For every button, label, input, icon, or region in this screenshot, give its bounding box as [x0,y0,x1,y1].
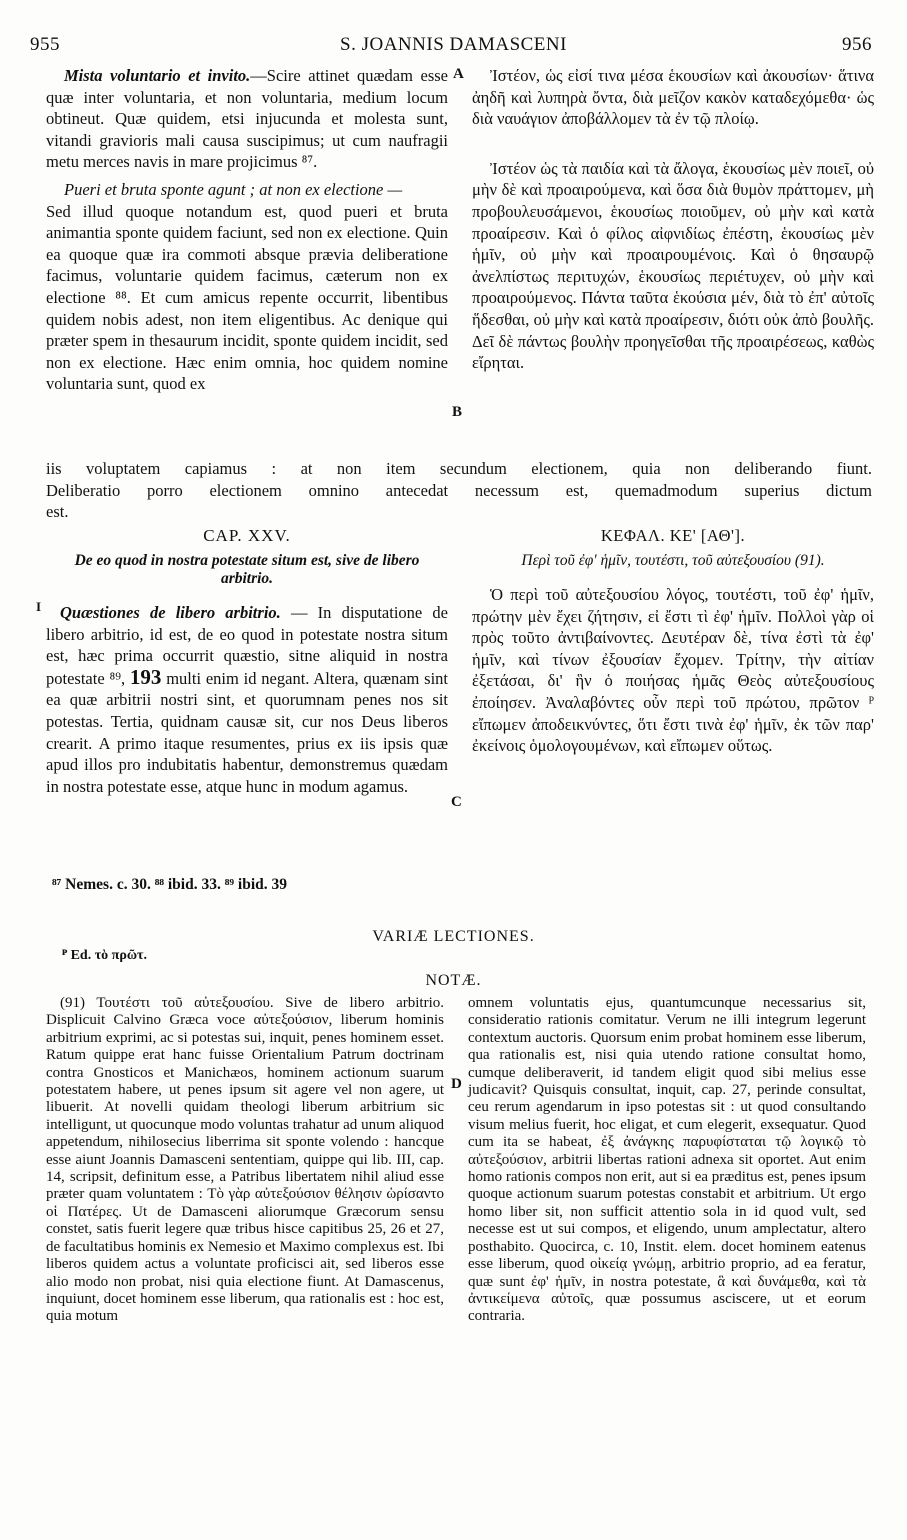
full-width-line-3: est. [46,502,69,522]
page-number-left: 955 [30,34,60,55]
latin-column-top [46,65,448,395]
notae-left-text: (91) Τουτέστι τοῦ αὐτεξουσίου. Sive de libero arbitrio. Displicuit Calvino Græca voce αὐτεξούσιον, liberum hominis arbitrium exprimi, ac si potestas sui, inquit, penes hominem esset. Ratum quippe erat hanc fuisse Orientalium Patrum doctrinam contra Gnosticos et Manichæos, hominem actionum suarum potestatem habere, ut penes ipsum sit agere vel non agere, ut libuerit. At novelli quidam theologi liberum arbitrium sic intelligunt, ut quocunque modo voluntas trahatur ad unum aliquod appetendum, nihilosecius liberrima sit sponte volendo : hancque esse aiunt Joannis Damasceni sententiam, quippe qui lib. III, cap. 14, scripsit, definitum esse, a Patribus libertatem nihil aliud esse præter quam voluntatem : Τὸ γὰρ αὐτεξούσιον θέλησιν ὡρίσαντο οἱ Πατέρες. Ut de Damasceni aliorumque Græcorum sensu constet, satis fuerit legere quæ tribus hisce capitibus 25, 26 et 27, de facultatibus hominis ex Nemesio et Maximo complexus est. Ibi liberos quidem actus a voluntate proficisci ait, sed liberos esse alio modo non probat, nisi quia electione fiunt. At Damascenus, inquiunt, docet hominem esse liberum, qua rationalis est : hoc est, quia motum [46,995,444,1325]
paragraph-marker: I [36,599,42,614]
running-title: S. JOANNIS DAMASCENI [340,34,567,55]
latin-chapter-text-b: multi enim id negant. Altera, quænam sint ea quæ arbitrii nostri sint, et quorumnam penes nos sit potestas. Tertia, quidnam causæ sit, cur nos Deus liberos crearit. A primo itaque resumentes, prius ex iis ipsis quæ apud illos pro indubitatis habentur, demonstremus quædam in nostra potestate esse, atque hunc in modum agamus. [46,668,449,796]
margin-letter-a: A [453,66,464,82]
greek-chapter [472,526,874,757]
variae-entry: ᴾ Ed. τὸ πρῶτ. [62,948,148,963]
latin-para-2-title: Pueri et bruta sponte agunt ; at non ex electione — [64,179,403,199]
latin-para-2 [46,179,448,395]
notae-right-text: omnem voluntatis ejus, quantumcunque necessarius sit, consideratio rationis comitatur. Verum ne illi integrum legerunt contextum auctoris. Quorsum enim probat hominem esse liberum, qua rationalis est, nisi quia utendo ratione consultat homo, cumque deliberaverit, id tandem eligit quod sibi melius esse judicavit? Quisquis consultat, inquit, cap. 27, perinde consultat, ceu rerum agendarum in ipso potestas sit : ut quod consultando visum melius fuerit, hoc eligat, et cum elegerit, exsequatur. Quod cum ita se habeat, ἐξ ἀνάγκης παρυφίσταται τῷ λογικῷ τὸ αὐτεξούσιον, arbitrii libertas rationi adnexa sit oportet. Aut enim homo rationis compos non erit, aut si ea præditus est, penes ipsum quoque actionum suarum potestas constabit et arbitrium. Ut ergo homo liber sit, non sufficit attentio sola in id quod vult, sed necesse est ut sui compos, et eligendo, unum amplectatur, altero posthabito. Quocirca, c. 10, Instit. elem. docet hominem eatenus esse liberum, quod οἰκείᾳ γνώμῃ, arbitrio proprio, ad ea feratur, quæ sunt ἐφ' ἡμῖν, in nostra potestate, ἃ καὶ δυνάμεθα, καὶ τὰ ἀντικείμενα αὐτοῖς, quæ possumus asciscere, ut et eorum contraria. [468,995,866,1325]
greek-column-top [472,65,874,374]
latin-chapter-heading: CAP. XXV. [203,526,291,545]
greek-para-2: Ἰστέον ὡς τὰ παιδία καὶ τὰ ἄλογα, ἑκουσίως μὲν ποιεῖ, οὐ μὴν δὲ καὶ προαιρούμενα, καὶ ὅσα διὰ θυμὸν πράττομεν, μὴ προβουλευσάμενοι, ἑκουσίως ποιοῦμεν, οὐ μὴν καὶ κατὰ προαίρεσιν. Καὶ ὁ φίλος αἰφνιδίως ἐπέστη, ἑκουσίως μὲν ἡμῖν, οὐ μὴν καὶ προαιρουμένοις. Καὶ ὁ θησαυρῷ ἀνελπίστως περιτυχών, ἑκουσίως περιέτυχεν, οὐ μὴν καὶ προαιρούμενος. Πάντα ταῦτα ἑκούσια μέν, διὰ τὸ ἐπ' αὐτοῖς ἥδεσθαι, οὐ μὴν καὶ κατὰ προαίρεσιν, διότι οὐκ ἀπὸ βουλῆς. Δεῖ δὲ πάντως βουλὴν προηγεῖσθαι τῆς προαιρέσεως, καθὼς εἴρηται. [472,158,874,373]
latin-para-2-text: Sed illud quoque notandum est, quod pueri et bruta animantia sponte quidem faciunt, sed non ex electione. Quin ea quoque quæ ira commoti absque prævia deliberatione facimus, voluntarie quidem facimus, cæterum non ex electione ⁸⁸. Et cum amicus repente occurrit, libentibus quidem nobis adest, non item eligentibus. Ac denique qui præter spem in thesaurum incidit, sponte quidem incidit, sed non ex electione. Hæc enim omnia, hoc quidem nomine voluntaria sunt, quod ex [46,201,448,394]
latin-chapter-body [36,599,449,797]
notae-heading: NOTÆ. [425,972,482,989]
latin-para-1-text: —Scire attinet quædam esse quæ inter voluntaria, et non voluntaria, medium locum obtineut. Quæ quidem, etsi injucunda et molesta sunt, vitandi gravioris mali causa suscipimus; ut cum naufragii metu merces navis in mare projicimus ⁸⁷. [46,66,448,172]
margin-letter-d: D [451,1076,462,1092]
full-width-text [46,458,872,523]
column-number: 193 [129,664,162,689]
latin-chapter-text-a: — In disputatione de libero arbitrio, id est, de eo quod in potestate nostra situm est, hæc prima occurrit quæstio, sitne aliquid in nostra potestate ⁸⁹, [46,603,448,688]
full-width-line-2: Deliberatio porro electionem omnino antecedat necessum est, quemadmodum superius dictum [46,480,872,500]
page-number-right: 956 [842,34,872,55]
margin-letter-c: C [451,794,462,810]
latin-chapter-subtitle: De eo quod in nostra potestate situm est, sive de libero arbitrio. [74,552,420,587]
footnotes: ⁸⁷ Nemes. c. 30. ⁸⁸ ibid. 33. ⁸⁹ ibid. 39 [52,876,287,893]
notae-left-column [46,995,444,1326]
latin-chapter [36,526,449,797]
greek-para-1: Ἰστέον, ὡς εἰσί τινα μέσα ἑκουσίων καὶ ἀκουσίων· ἅτινα ἀηδῆ καὶ λυπηρὰ ὄντα, διὰ μεῖζον κακὸν καταδεχόμεθα· ὡς διὰ ναυάγιον ἀποβάλλομεν τὰ ἐν τῷ πλοίῳ. [472,66,874,129]
margin-letter-b: B [452,404,463,420]
full-width-line-1: iis voluptatem capiamus : at non item secundum electionem, quia non deliberando fiunt. [46,459,872,478]
variae-heading: VARIÆ LECTIONES. [372,928,535,945]
latin-para-1 [46,65,448,173]
greek-chapter-text: Ὁ περὶ τοῦ αὐτεξουσίου λόγος, τουτέστι, τοῦ ἐφ' ἡμῖν, πρώτην μὲν ἔχει ζήτησιν, εἰ ἔστι τὶ ἐφ' ἡμῖν. Πολλοὶ γὰρ οἱ πρὸς τοῦτο ἀντιβαίνοντες. Δευτέραν δὲ, τίνα ἐστὶ τὰ ἐφ' ἡμῖν, καὶ τίνων ἐξουσίαν ἔχομεν. Τρίτην, τὴν αἰτίαν ἐξετάσαι, δι' ἣν ὁ ποιήσας ἡμᾶς Θεὸς αὐτεξουσίους ἐποίησεν. Ἀναλαβόντες οὖν περὶ τοῦ πρώτου, πρῶτον ᴾ εἴπωμεν ἀποδεικνύντες, ὅτι ἔστι τινὰ ἐφ' ἡμῖν, ἐκ τῶν παρ' ἐκείνοις ὁμολογουμένων, καὶ εἴπωμεν οὕτως. [472,585,874,756]
greek-chapter-heading: ΚΕΦΑΛ. ΚΕ' [ΑΘ']. [600,526,746,545]
greek-chapter-subtitle: Περὶ τοῦ ἐφ' ἡμῖν, τουτέστι, τοῦ αὐτεξουσίου (91). [521,552,825,569]
latin-chapter-lead: Quæstiones de libero arbitrio. [60,603,281,622]
notae-right-column [468,995,866,1326]
latin-para-1-title: Mista voluntario et invito. [64,66,251,85]
